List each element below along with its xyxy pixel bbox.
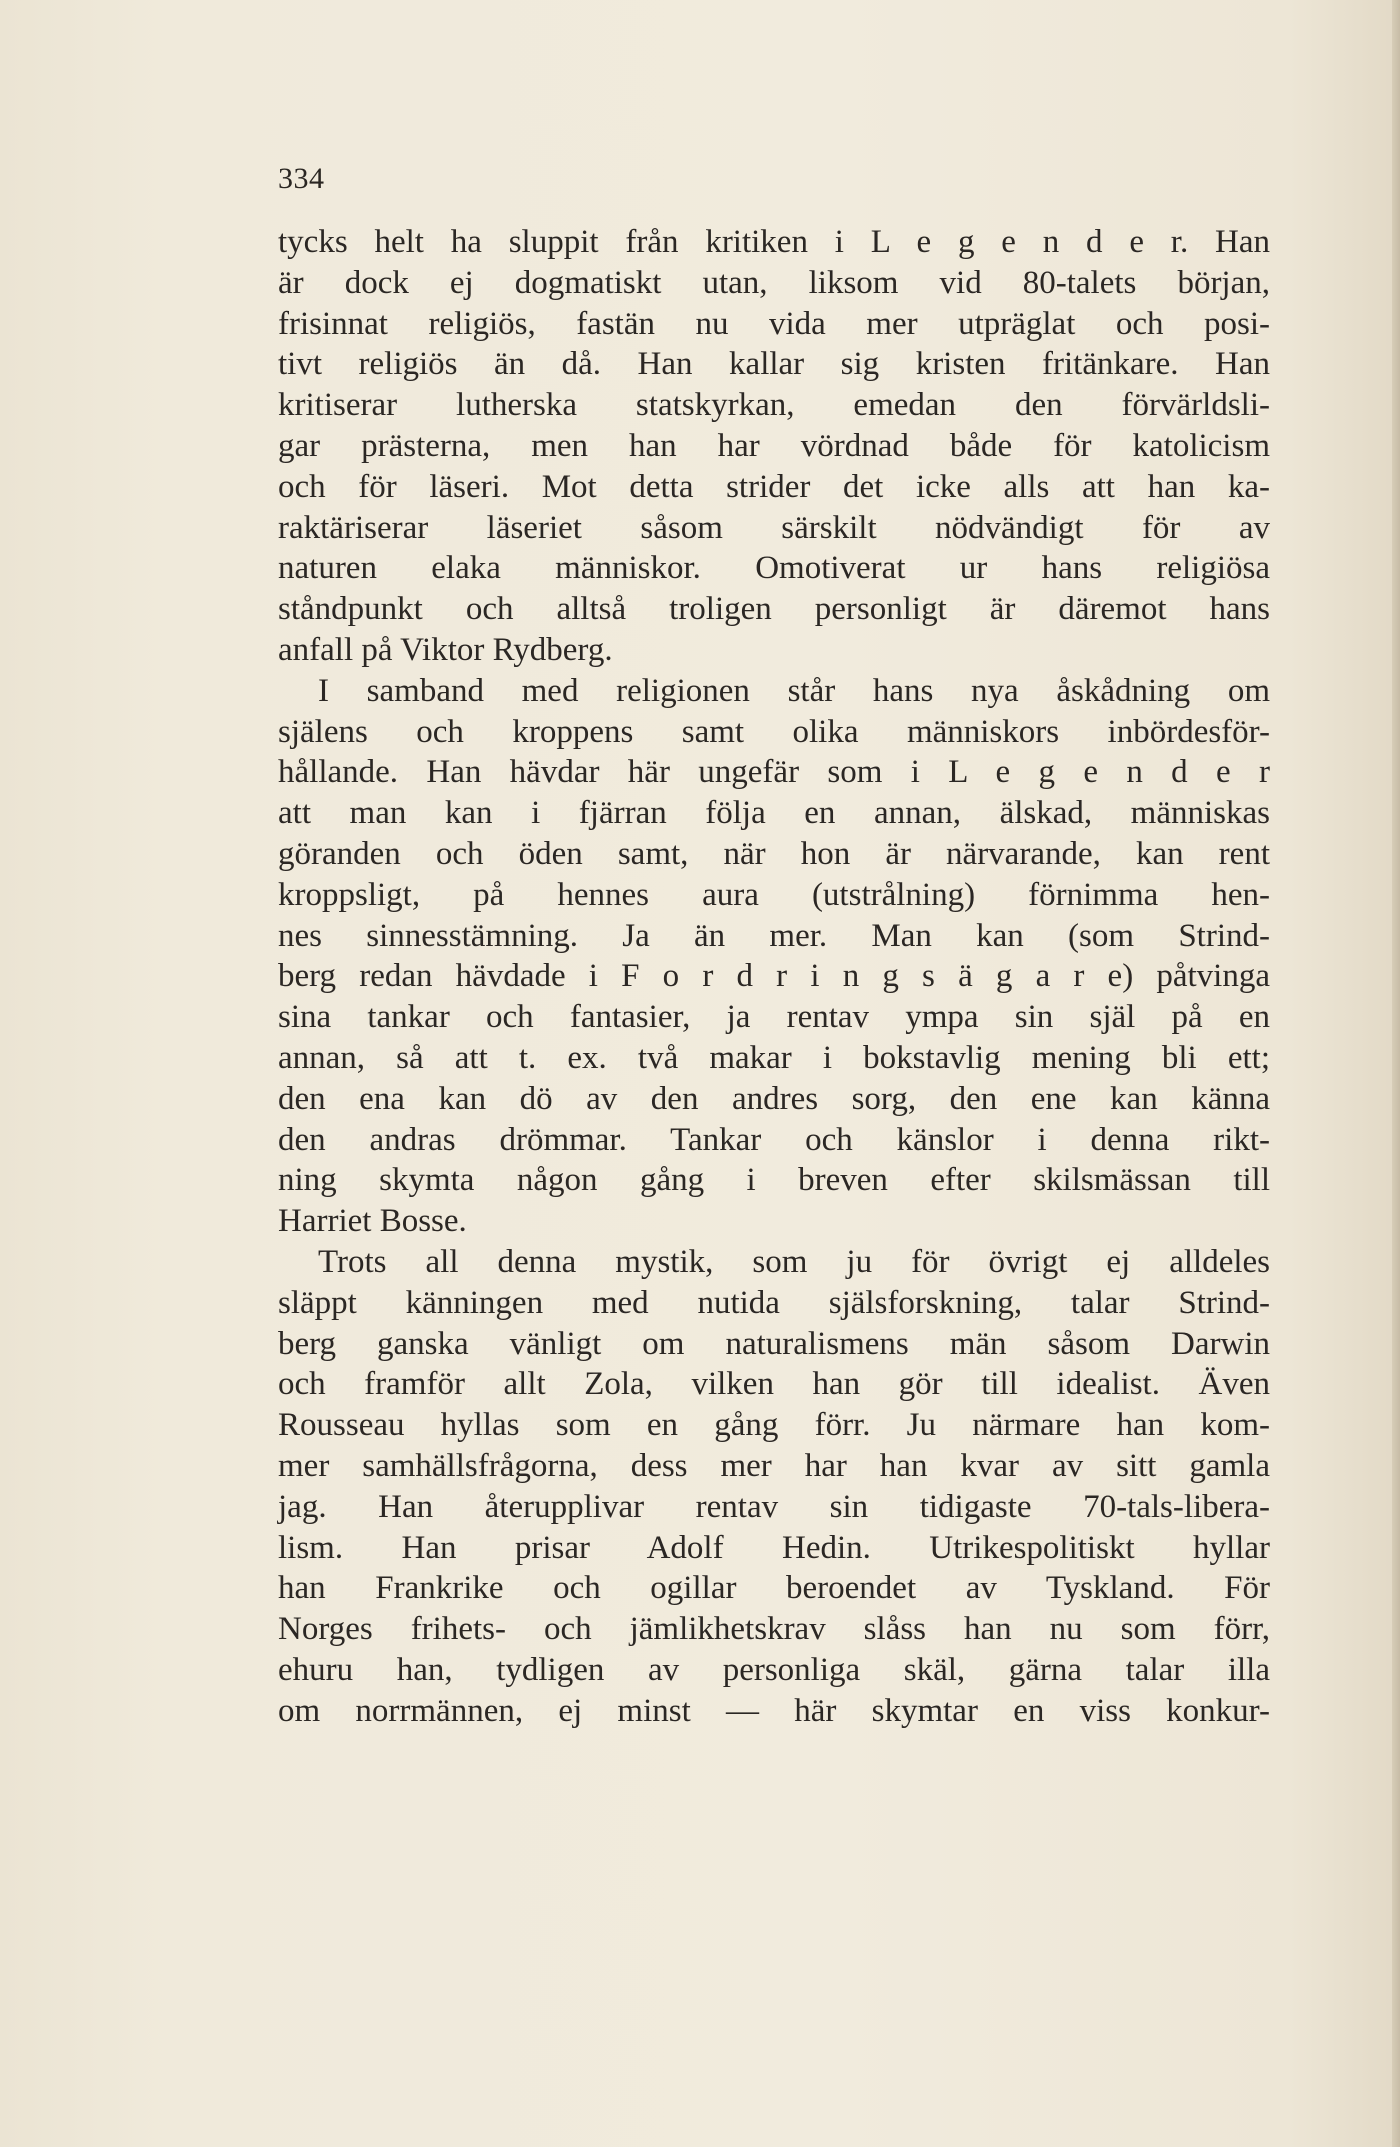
text-line: gar prästerna, men han har vördnad både för katolicism	[278, 427, 1270, 464]
paragraph	[278, 1242, 1270, 1732]
text-line: berg ganska vänligt om naturalismens män såsom Darwin	[278, 1325, 1270, 1362]
text-line: ning skymta någon gång i breven efter skilsmässan till	[278, 1162, 1270, 1199]
text-line: mer samhällsfrågorna, dess mer har han kvar av sitt gamla	[278, 1447, 1270, 1484]
text-line: tycks helt ha sluppit från kritiken i L e g e n d e r. Han	[278, 224, 1270, 260]
text-line: att man kan i fjärran följa en annan, älskad, människas	[278, 795, 1270, 832]
paragraph	[278, 671, 1270, 1242]
text-line: naturen elaka människor. Omotiverat ur hans religiösa	[278, 550, 1270, 587]
text-line: och framför allt Zola, vilken han gör till idealist. Även	[278, 1366, 1270, 1403]
text-line: den andras drömmar. Tankar och känslor i denna rikt-	[278, 1121, 1270, 1158]
paragraph	[278, 222, 1270, 671]
text-line: göranden och öden samt, när hon är närvarande, kan rent	[278, 835, 1270, 872]
text-line: ståndpunkt och alltså troligen personligt är däremot hans	[278, 591, 1270, 628]
body-text	[278, 222, 1270, 1731]
text-line: annan, så att t. ex. två makar i bokstavlig mening bli ett;	[278, 1039, 1270, 1076]
text-line: sina tankar och fantasier, ja rentav ympa sin själ på en	[278, 999, 1270, 1036]
page-edge-shadow	[1392, 0, 1400, 2147]
text-line: Trots all denna mystik, som ju för övrigt ej alldeles	[318, 1243, 1270, 1280]
text-line: I samband med religionen står hans nya åskådning om	[318, 672, 1270, 709]
text-line: Rousseau hyllas som en gång förr. Ju närmare han kom-	[278, 1407, 1270, 1444]
text-line: Harriet Bosse.	[278, 1203, 467, 1240]
text-line: tivt religiös än då. Han kallar sig kristen fritänkare. Han	[278, 346, 1270, 383]
text-line: jag. Han återupplivar rentav sin tidigaste 70-tals-libera-	[278, 1488, 1270, 1525]
text-line: och för läseri. Mot detta strider det icke alls att han ka-	[278, 468, 1270, 505]
text-line: frisinnat religiös, fastän nu vida mer utpräglat och posi-	[278, 305, 1270, 342]
text-line: ehuru han, tydligen av personliga skäl, gärna talar illa	[278, 1651, 1270, 1688]
text-line: själens och kroppens samt olika människors inbördesför-	[278, 713, 1270, 750]
text-line: den ena kan dö av den andres sorg, den ene kan känna	[278, 1080, 1270, 1117]
text-line: Norges frihets- och jämlikhetskrav slåss han nu som förr,	[278, 1611, 1270, 1648]
text-line: lism. Han prisar Adolf Hedin. Utrikespolitiskt hyllar	[278, 1529, 1270, 1566]
text-line: kritiserar lutherska statskyrkan, emedan den förvärldsli-	[278, 387, 1270, 424]
text-line: han Frankrike och ogillar beroendet av Tyskland. För	[278, 1570, 1270, 1607]
text-line: om norrmännen, ej minst — här skymtar en viss konkur-	[278, 1692, 1270, 1729]
text-line: berg redan hävdade i F o r d r i n g s ä g a r e) påtvinga	[278, 958, 1270, 995]
page-number: 334	[278, 162, 325, 195]
text-line: kroppsligt, på hennes aura (utstrålning) förnimma hen-	[278, 876, 1270, 913]
text-line: anfall på Viktor Rydberg.	[278, 631, 613, 668]
text-line: släppt känningen med nutida själsforskning, talar Strind-	[278, 1284, 1270, 1321]
text-line: raktäriserar läseriet såsom särskilt nödvändigt för av	[278, 509, 1270, 546]
text-line: är dock ej dogmatiskt utan, liksom vid 80-talets början,	[278, 264, 1270, 301]
text-line: nes sinnesstämning. Ja än mer. Man kan (som Strind-	[278, 917, 1270, 954]
text-line: hållande. Han hävdar här ungefär som i L e g e n d e r	[278, 754, 1270, 791]
